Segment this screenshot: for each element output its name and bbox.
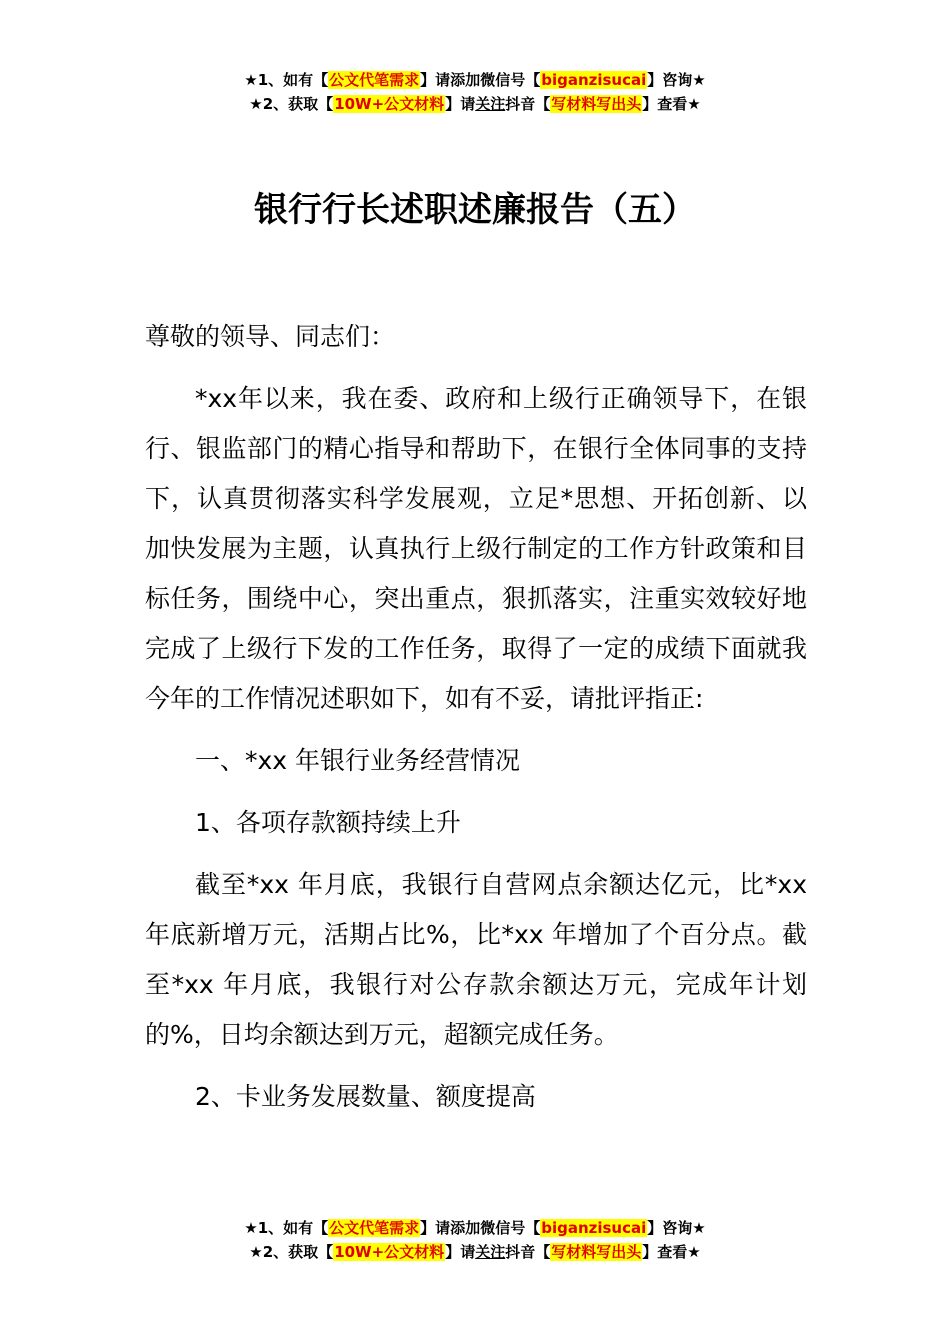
wechat-id-highlight: biganzisucai	[541, 1219, 647, 1237]
promo-line-1	[0, 68, 950, 92]
promo-highlight: 10W+公文材料	[334, 1243, 445, 1261]
section-heading: 一、*xx 年银行业务经营情况	[195, 746, 521, 775]
promo-text: 】查看★	[642, 95, 701, 113]
body-paragraph: 截至*xx 年月底，我银行自营网点余额达亿元，比*xx 年底新增万元，活期占比%，比*xx 年增加了个百分点。截至*xx 年月底，我银行对公存款余额达万元，完成年计划的%，日均余额达到万元，超额完成任务。	[145, 870, 807, 1049]
promo-text: 抖音【	[505, 95, 551, 113]
wechat-id-highlight: biganzisucai	[541, 71, 647, 89]
promo-text: 】请添	[420, 1219, 466, 1237]
promo-line-1	[0, 1216, 950, 1240]
promo-text: 】请添	[420, 71, 466, 89]
greeting: 尊敬的领导、同志们：	[145, 322, 396, 351]
promo-text: 】请	[445, 95, 476, 113]
intro-paragraph: *xx年以来，我在委、政府和上级行正确领导下，在银行、银监部门的精心指导和帮助下，在银行全体同事的支持下，认真贯彻落实科学发展观，立足*思想、开拓创新、以加快发展为主题，认真执行上级行制定的工作方针政策和目标任务，围绕中心，突出重点，狠抓落实，注重实效较好地完成了上级行下发的工作任务，取得了一定的成绩下面就我今年的工作情况述职如下，如有不妥，请批评指正:	[145, 384, 807, 713]
promo-text: 加	[465, 71, 481, 89]
promo-highlight: 公文代笔需求	[329, 1219, 420, 1237]
promo-text: 】咨询★	[647, 71, 706, 89]
douyin-id-highlight: 写材料写出头	[551, 95, 642, 113]
promo-highlight: 10W+公文材料	[334, 95, 445, 113]
promo-highlight: 公文代笔需求	[329, 71, 420, 89]
promo-text: ★1、如有【	[244, 71, 329, 89]
promo-text: 】咨询★	[647, 1219, 706, 1237]
document-title: 银行行长述职述廉报告（五）	[254, 190, 696, 230]
promo-line-2	[0, 92, 950, 116]
promo-text: 】查看★	[642, 1243, 701, 1261]
promo-text: 微信号【	[480, 71, 541, 89]
promo-line-2	[0, 1240, 950, 1264]
document-body	[145, 312, 807, 1134]
promo-text: 关注	[475, 1243, 506, 1261]
douyin-id-highlight: 写材料写出头	[551, 1243, 642, 1261]
subsection-heading: 1、各项存款额持续上升	[195, 808, 461, 837]
promo-text: ★2、获取【	[249, 1243, 334, 1261]
promo-text: 关注	[475, 95, 506, 113]
promo-text: 】请	[445, 1243, 476, 1261]
promo-banner-bottom	[0, 1216, 950, 1264]
promo-text: 抖音【	[505, 1243, 551, 1261]
promo-text: ★1、如有【	[244, 1219, 329, 1237]
subsection-heading: 2、卡业务发展数量、额度提高	[195, 1082, 536, 1111]
promo-banner-top	[0, 68, 950, 116]
promo-text: 加	[465, 1219, 481, 1237]
promo-text: ★2、获取【	[249, 95, 334, 113]
promo-text: 微信号【	[480, 1219, 541, 1237]
